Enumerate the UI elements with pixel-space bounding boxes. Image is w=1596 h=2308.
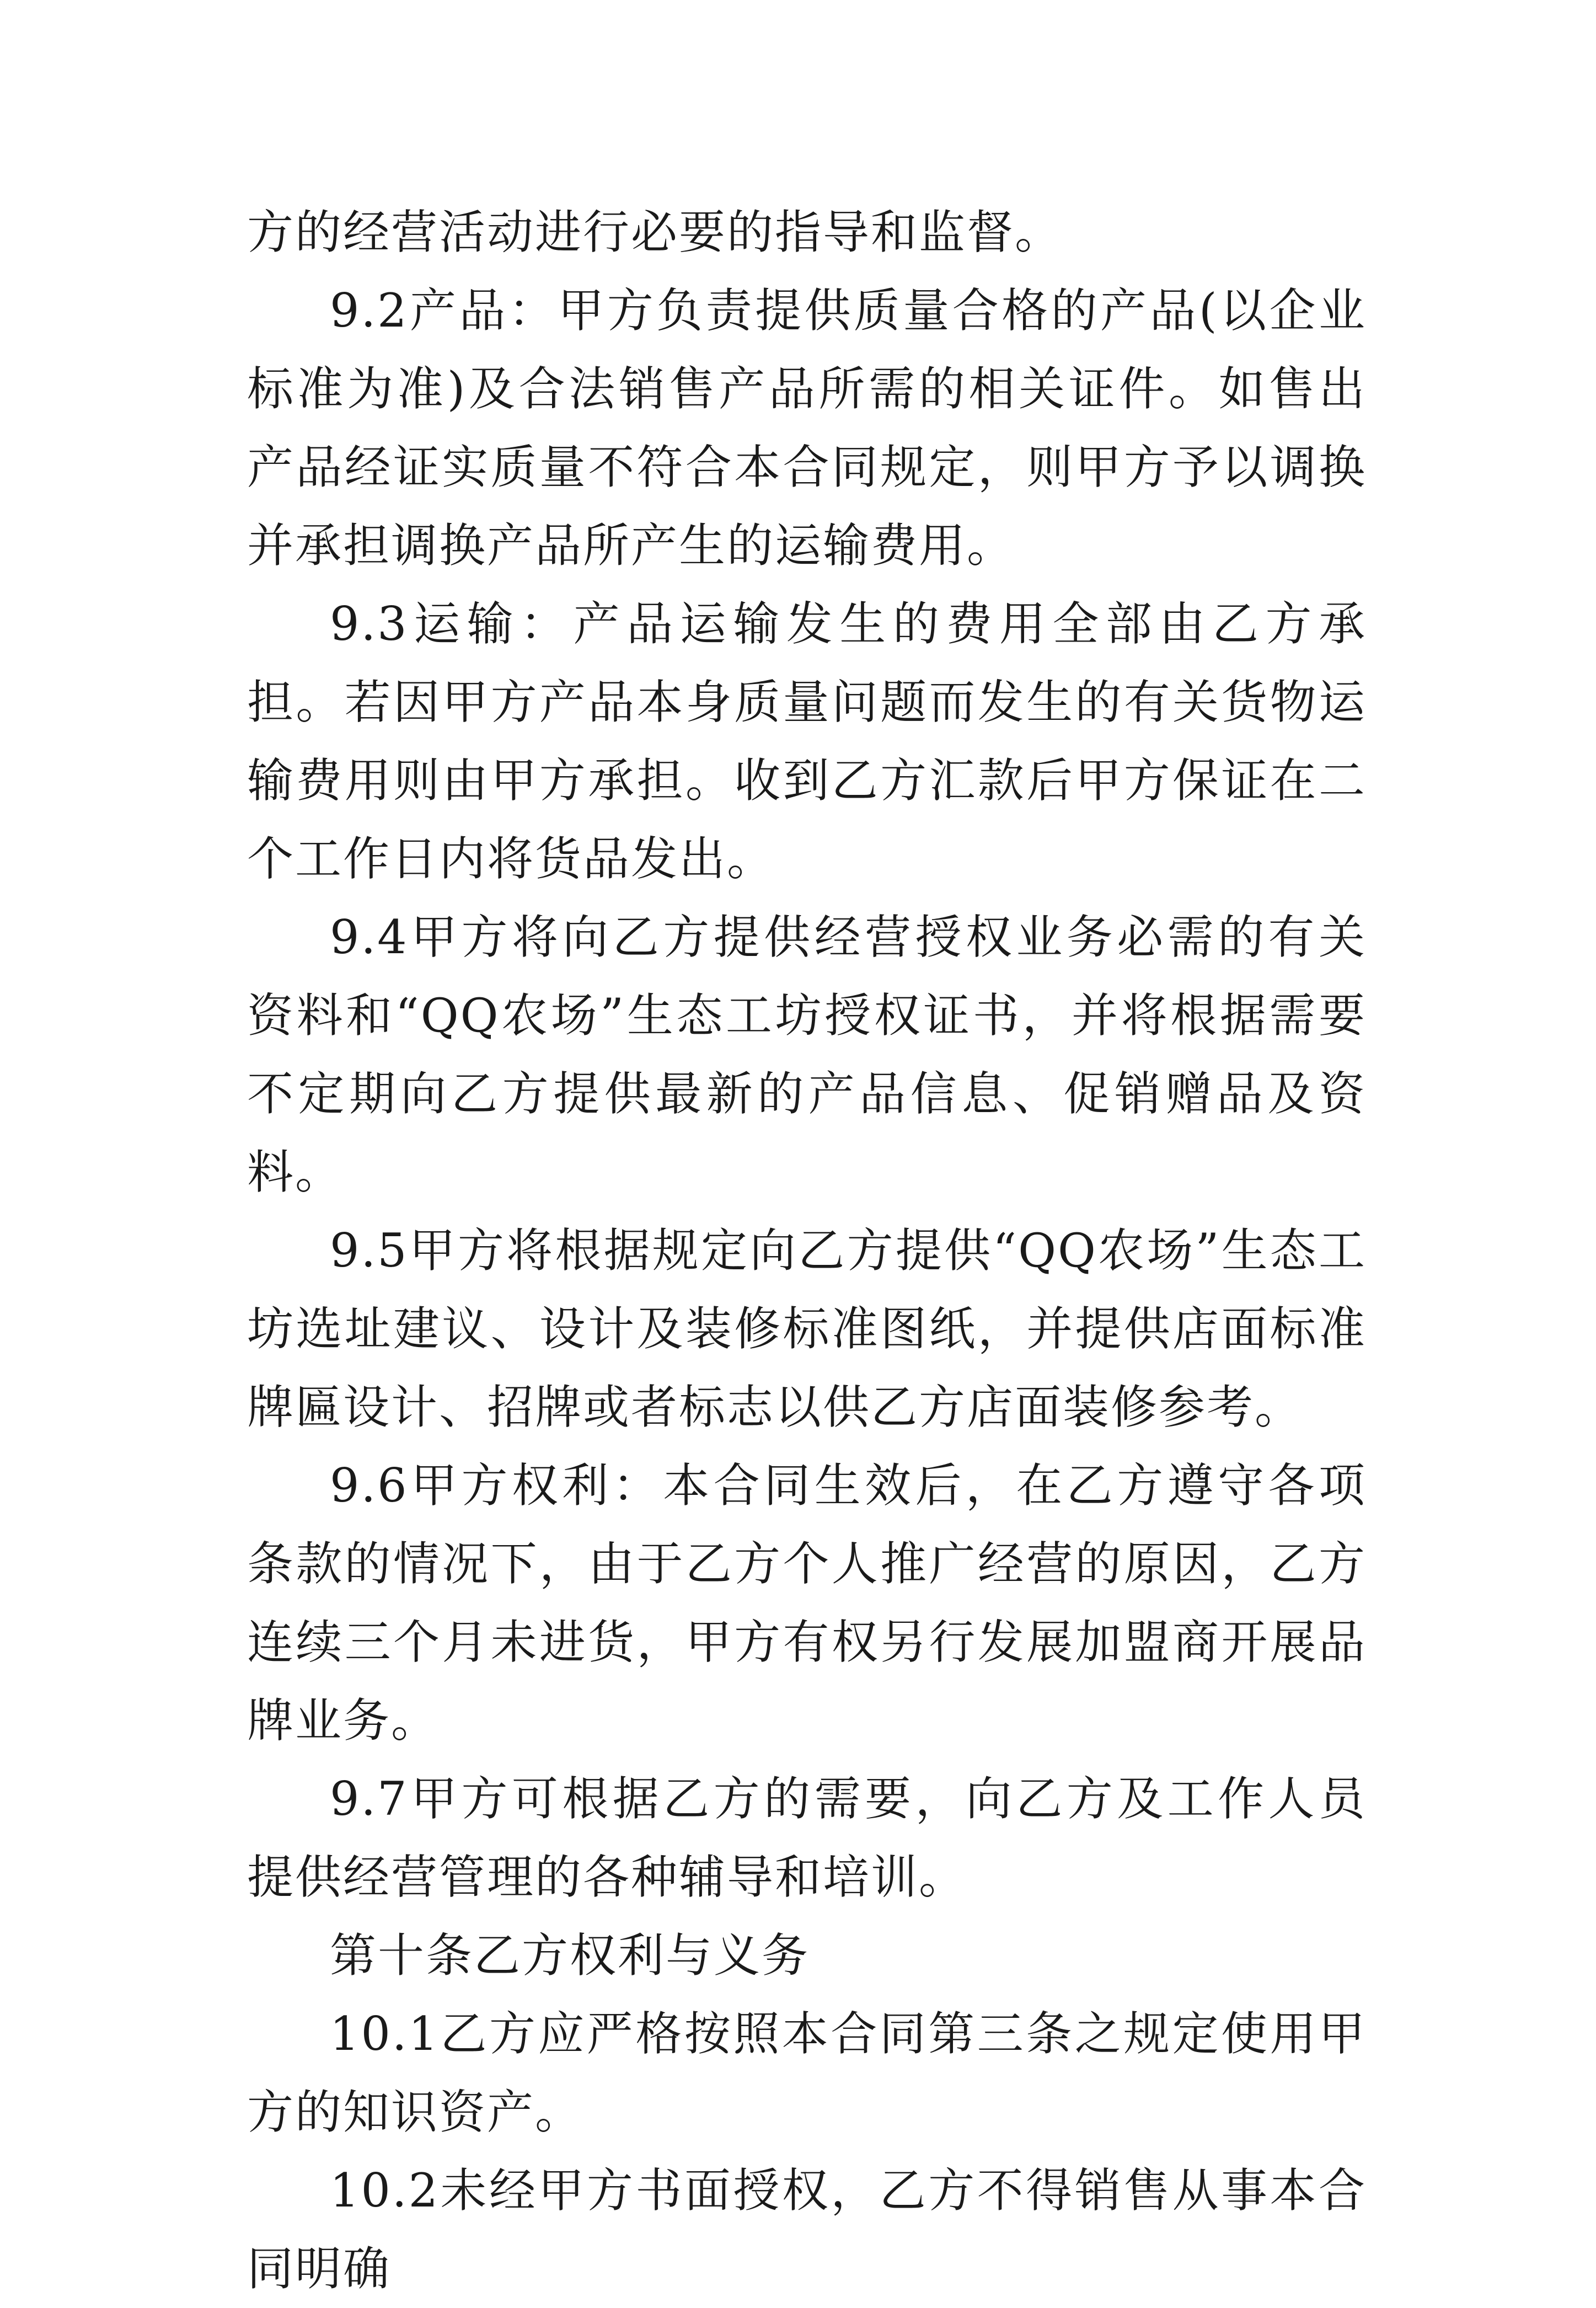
document-body (247, 193, 1367, 2308)
paragraph-9-6: 9.6甲方权利：本合同生效后，在乙方遵守各项条款的情况下，由于乙方个人推广经营的原因，乙方连续三个月未进货，甲方有权另行发展加盟商开展品牌业务。 (247, 1458, 1367, 1748)
section-heading-article-10: 第十条乙方权利与义务 (330, 1928, 810, 1983)
paragraph-9-7: 9.7甲方可根据乙方的需要，向乙方及工作人员提供经营管理的各种辅导和培训。 (247, 1772, 1367, 1904)
paragraph-10-1: 10.1乙方应严格按照本合同第三条之规定使用甲方的知识资产。 (247, 2007, 1367, 2139)
paragraph-9-4: 9.4甲方将向乙方提供经营授权业务必需的有关资料和“QQ农场”生态工坊授权证书，并将根据需要不定期向乙方提供最新的产品信息、促销赠品及资料。 (247, 910, 1367, 1199)
paragraph-9-3: 9.3运输：产品运输发生的费用全部由乙方承担。若因甲方产品本身质量问题而发生的有关货物运输费用则由甲方承担。收到乙方汇款后甲方保证在二个工作日内将货品发出。 (247, 597, 1367, 886)
paragraph-continuation: 方的经营活动进行必要的指导和监督。 (247, 205, 1063, 259)
paragraph-9-2: 9.2产品：甲方负责提供质量合格的产品(以企业标准为准)及合法销售产品所需的相关证件。如售出产品经证实质量不符合本合同规定，则甲方予以调换并承担调换产品所产生的运输费用。 (247, 284, 1367, 573)
paragraph-10-2: 10.2未经甲方书面授权，乙方不得销售从事本合同明确 (247, 2163, 1367, 2296)
paragraph-9-5: 9.5甲方将根据规定向乙方提供“QQ农场”生态工坊选址建议、设计及装修标准图纸，并提供店面标准牌匾设计、招牌或者标志以供乙方店面装修参考。 (247, 1224, 1367, 1434)
